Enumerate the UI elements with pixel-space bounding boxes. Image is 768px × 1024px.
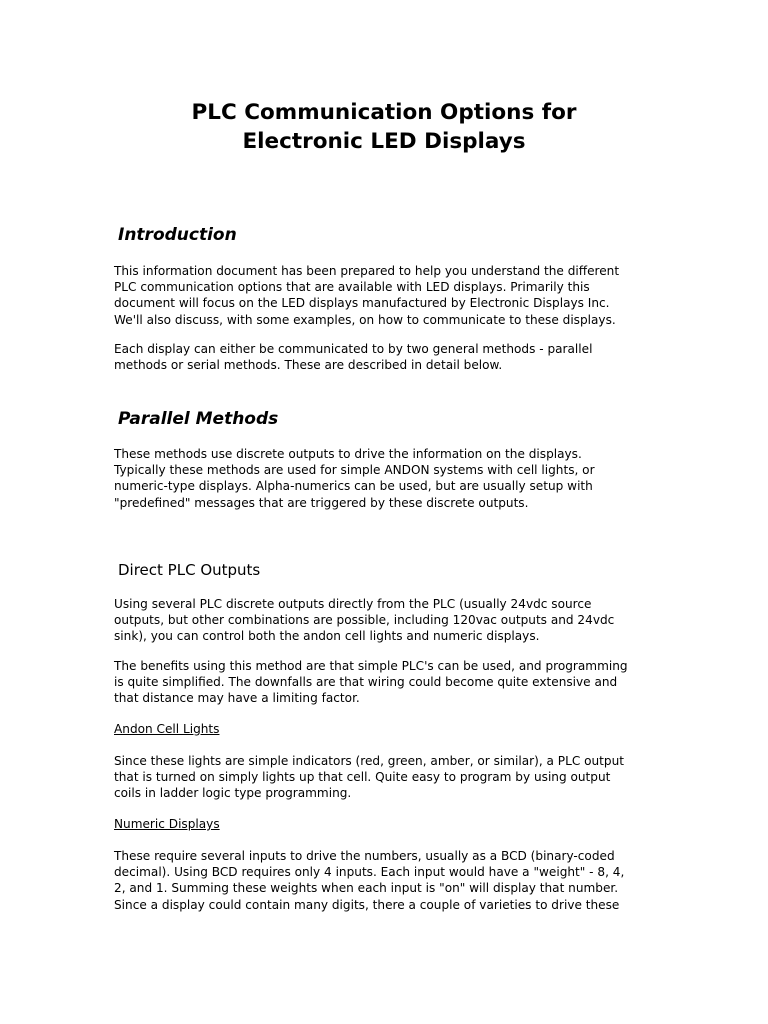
- text-line: We'll also discuss, with some examples, on how to communicate to these displays.: [114, 312, 616, 327]
- text-line: Each display can either be communicated to by two general methods - parallel: [114, 342, 593, 356]
- text-line: methods or serial methods. These are described in detail below.: [114, 358, 503, 373]
- introduction-paragraph-1: [114, 263, 674, 328]
- parallel-methods-heading: Parallel Methods: [118, 409, 279, 429]
- andon-cell-lights-paragraph: [114, 753, 674, 802]
- text-line: The benefits using this method are that simple PLC's can be used, and programming: [114, 659, 628, 673]
- text-line: Since these lights are simple indicators (red, green, amber, or similar), a PLC output: [114, 754, 625, 768]
- direct-plc-outputs-paragraph-1: [114, 596, 674, 645]
- text-line: that is turned on simply lights up that cell. Quite easy to program by using output: [114, 770, 611, 785]
- introduction-heading: Introduction: [118, 225, 237, 245]
- text-line: These methods use discrete outputs to drive the information on the displays.: [114, 447, 582, 461]
- text-line: sink), you can control both the andon cell lights and numeric displays.: [114, 629, 540, 644]
- direct-plc-outputs-heading: Direct PLC Outputs: [118, 561, 261, 579]
- text-line: 2, and 1. Summing these weights when each input is "on" will display that number.: [114, 881, 619, 896]
- direct-plc-outputs-paragraph-2: [114, 658, 674, 707]
- text-line: outputs, but other combinations are possible, including 120vac outputs and 24vdc: [114, 613, 615, 628]
- parallel-methods-paragraph: [114, 446, 674, 511]
- text-line: These require several inputs to drive the numbers, usually as a BCD (binary-coded: [114, 849, 615, 863]
- title-line: PLC Communication Options for: [191, 100, 577, 125]
- text-line: Using several PLC discrete outputs directly from the PLC (usually 24vdc source: [114, 597, 592, 611]
- document-title: [0, 98, 768, 156]
- text-line: This information document has been prepared to help you understand the different: [114, 264, 620, 278]
- text-line: is quite simplified. The downfalls are that wiring could become quite extensive and: [114, 675, 618, 690]
- text-line: PLC communication options that are available with LED displays. Primarily this: [114, 280, 590, 295]
- text-line: coils in ladder logic type programming.: [114, 786, 352, 801]
- andon-cell-lights-subheading: Andon Cell Lights: [114, 722, 220, 736]
- text-line: document will focus on the LED displays manufactured by Electronic Displays Inc.: [114, 296, 610, 311]
- text-line: decimal). Using BCD requires only 4 inputs. Each input would have a "weight" - 8, 4,: [114, 865, 625, 880]
- numeric-displays-subheading: Numeric Displays: [114, 817, 220, 831]
- text-line: that distance may have a limiting factor.: [114, 691, 360, 706]
- text-line: Since a display could contain many digits, there a couple of varieties to drive these: [114, 897, 620, 912]
- introduction-paragraph-2: [114, 341, 674, 373]
- text-line: Typically these methods are used for simple ANDON systems with cell lights, or: [114, 463, 595, 478]
- title-line: Electronic LED Displays: [242, 129, 526, 154]
- text-line: "predefined" messages that are triggered by these discrete outputs.: [114, 495, 529, 510]
- numeric-displays-paragraph: [114, 848, 674, 913]
- text-line: numeric-type displays. Alpha-numerics can be used, but are usually setup with: [114, 479, 593, 494]
